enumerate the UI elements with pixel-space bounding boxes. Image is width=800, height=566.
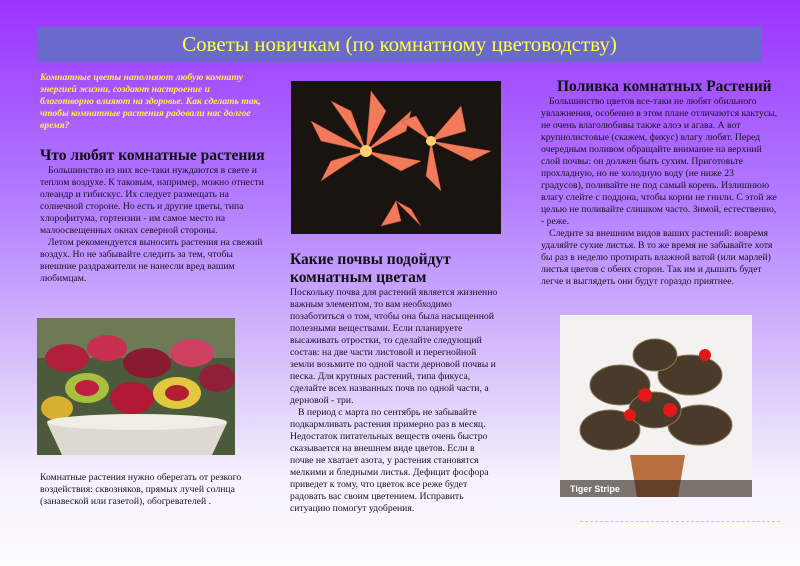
paragraph: Следите за внешним видов ваших растений: вовремя удаляйте сухие листья. В то же время не забывайте хотя бы раз в неделю протирать влажной ватой (или марлей) листья цветов с обеих сторон. Так им и дышать будет легче и выглядеть они будут гораздо приятнее. <box>541 228 773 287</box>
section-light <box>40 147 265 285</box>
episcia-plant-image <box>560 315 752 497</box>
paragraph: В период с марта по сентябрь не забывайте подкармливать растения примерно раз в месяц. Недостаток питательных веществ очень быстро сказывается на внешнем виде цветов. Если в почве не хватает азота, у растения становятся мелкими и бледными листья. Дефицит фосфора приведет к тому, что цветок все реже будет радовать вас своим цветением. Исправить ситуацию помогут удобрения. <box>290 407 489 514</box>
paragraph: Большинство из них все-таки нуждаются в свете и теплом воздухе. К таковым, например, можно отнести олеандр и гибискус. Их следует размещать на солнечной стороне. Но есть и другие цветы, типа хлорофитума, гортензии - им самое место на малоосвещенных окнах северной стороны. <box>40 165 264 236</box>
section-soil <box>290 251 500 515</box>
section-watering <box>541 78 778 288</box>
dashed-divider <box>580 521 780 522</box>
page-title: Советы новичкам (по комнатному цветоводству) <box>182 32 617 56</box>
intro-text: Комнатные цветы наполняют любую комнату энергией жизни, создают настроение и благотворно влияют на здоровье. Как сделать так, чтобы комнатные растения радовали нас долгое время? <box>40 72 261 131</box>
paragraph: Большинство цветов все-таки не любят обильного увлажнения, особенно в этом плане отличаются кактусы, не очень влаголюбивы также алоэ и агава. А вот крупнолистовые (скажем, фикус) влагу любят. Перед очередным поливом обращайте внимание на верхний слой почвы: он должен быть сухим. Приготовьте прохладную, но не холодную воду (не ниже 23 градусов), поливайте не под самый корень. Излишнюю влагу слейте с поддона, чтобы корни не гнили. С этой же целью не поливайте слишком часто. Зимой, естественно, - реже. <box>541 96 778 227</box>
clivia-photo <box>291 81 501 234</box>
paragraph: Летом рекомендуется выносить растения на свежий воздух. Но не забывайте следить за тем, чтобы внешние раздражители не нанесли вред вашим любимцам. <box>40 237 263 284</box>
coleus-photo <box>37 318 235 455</box>
tiger-stripe-photo <box>560 315 752 497</box>
paragraph: Поскольку почва для растений является жизненно важным элементом, то вам необходимо позаботиться о том, чтобы она была насыщенной полезными веществами. Если планируете высаживать отростки, то сделайте следующий состав: на две части листовой и перегнойной земли возьмите по одной части дерновой почвы и песка. Для крупных растений, типа фикуса, сделайте всех названных почв по одной части, а дерновой - три. <box>290 287 498 406</box>
section-heading: Поливка комнатных Растений <box>557 78 772 95</box>
image-caption: Tiger Stripe <box>570 484 620 494</box>
section-heading: Что любят комнатные растения <box>40 147 265 164</box>
title-banner <box>37 27 762 62</box>
care-note: Комнатные растения нужно оберегать от резкого воздействия: сквозняков, прямых лучей солнца (занавеской или газетой), обогревателей . <box>40 472 242 507</box>
section-heading: Какие почвы подойдут комнатным цветам <box>290 251 451 286</box>
